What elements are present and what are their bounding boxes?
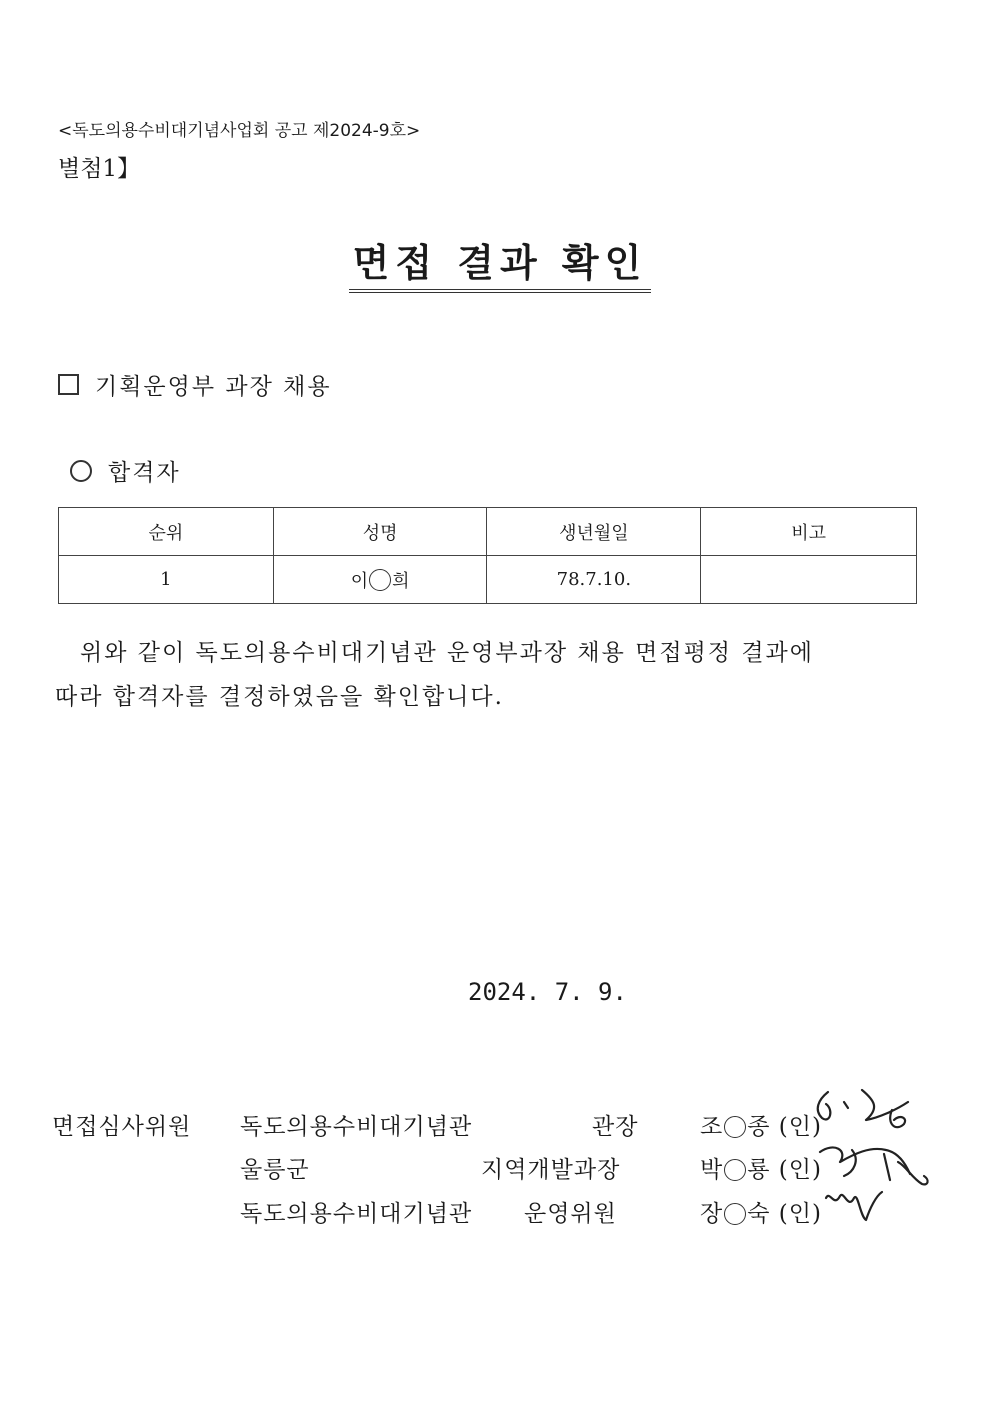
body-text-line-2: 따라 합격자를 결정하였음을 확인합니다. xyxy=(55,684,504,710)
cell-name xyxy=(273,556,487,604)
member-name-last: 숙 xyxy=(747,1201,771,1227)
result-table xyxy=(58,507,917,604)
column-header-name: 성명 xyxy=(273,508,487,556)
body-text-line-1: 위와 같이 독도의용수비대기념관 운영부과장 채용 면접평정 결과에 xyxy=(80,640,814,666)
checkbox-square-icon xyxy=(58,374,79,395)
cell-birthdate: 78.7.10. xyxy=(487,556,701,604)
member-org-1: 독도의용수비대기념관 xyxy=(240,1114,473,1140)
seal-mark: (인) xyxy=(778,1201,822,1227)
committee-label: 면접심사위원 xyxy=(52,1114,192,1140)
member-name-last: 룡 xyxy=(747,1157,771,1183)
member-position-3: 운영위원 xyxy=(524,1201,617,1227)
section-heading-text: 기획운영부 과장 채용 xyxy=(95,374,332,400)
name-first-char: 이 xyxy=(350,570,369,592)
masked-char-icon xyxy=(369,569,391,591)
circle-bullet-icon xyxy=(70,460,92,482)
document-title xyxy=(0,232,1000,287)
masked-char-icon xyxy=(724,1159,746,1181)
cell-rank: 1 xyxy=(59,556,274,604)
section-heading xyxy=(58,368,332,401)
subheading-text: 합격자 xyxy=(108,460,181,486)
masked-char-icon xyxy=(724,1203,746,1225)
masked-char-icon xyxy=(724,1116,746,1138)
handwritten-signature-icon xyxy=(800,1080,940,1250)
seal-mark: (인) xyxy=(778,1114,822,1140)
column-header-note: 비고 xyxy=(701,508,917,556)
seal-mark: (인) xyxy=(778,1157,822,1183)
member-name-last: 종 xyxy=(747,1114,771,1140)
document-title-text: 면접 결과 확인 xyxy=(349,240,652,293)
document-date: 2024. 7. 9. xyxy=(468,978,627,1006)
member-position-2: 지역개발과장 xyxy=(481,1157,621,1183)
notice-number: <독도의용수비대기념사업회 공고 제2024-9호> xyxy=(58,121,421,141)
member-org-3: 독도의용수비대기념관 xyxy=(240,1201,473,1227)
member-position-1: 관장 xyxy=(592,1114,639,1140)
cell-note xyxy=(701,556,917,604)
subheading xyxy=(70,454,181,487)
column-header-birthdate: 생년월일 xyxy=(487,508,701,556)
table-header-row xyxy=(59,508,917,556)
member-name-first: 조 xyxy=(700,1114,724,1140)
member-org-2: 울릉군 xyxy=(240,1157,310,1183)
column-header-rank: 순위 xyxy=(59,508,274,556)
member-name-first: 박 xyxy=(700,1157,724,1183)
name-last-char: 희 xyxy=(392,570,410,592)
table-row xyxy=(59,556,917,604)
member-name-first: 장 xyxy=(700,1201,724,1227)
attachment-label: 별첨1】 xyxy=(58,156,141,182)
